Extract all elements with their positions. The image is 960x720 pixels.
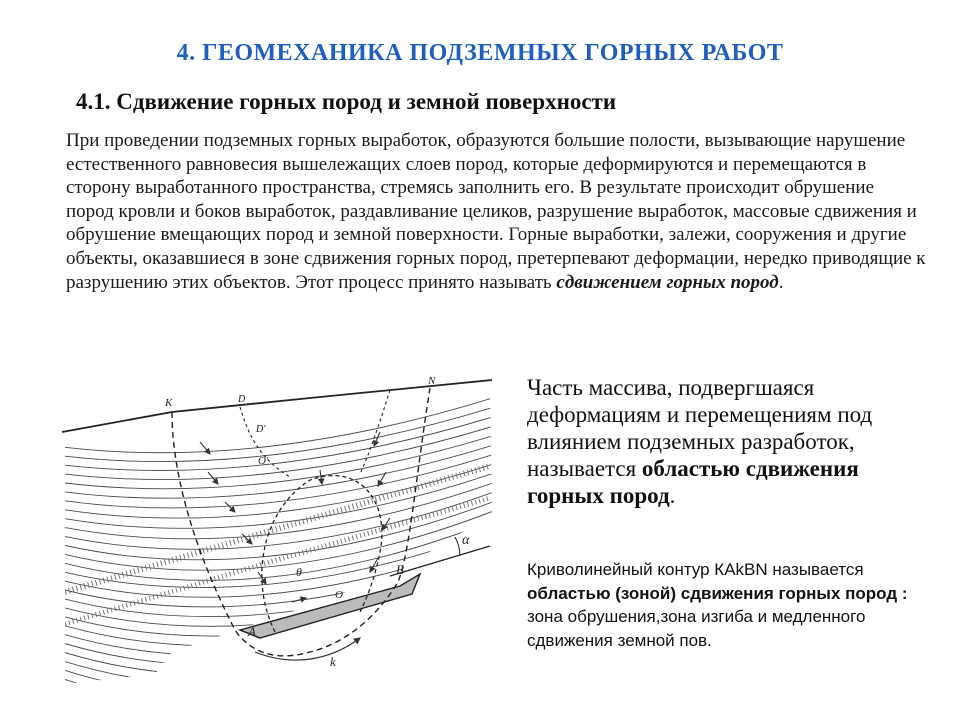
stratum-line	[65, 663, 492, 684]
label-d: D	[238, 394, 246, 405]
stratum-line	[65, 512, 492, 571]
label-o: O	[335, 589, 343, 601]
ground-surface	[62, 380, 492, 432]
label-k-lower: k	[330, 654, 336, 669]
label-theta: θ	[296, 565, 302, 579]
stratum-line	[65, 417, 492, 470]
subsidence-diagram-svg	[60, 362, 492, 684]
label-n: N	[428, 375, 436, 387]
stratum-line	[65, 568, 492, 626]
stratum-line	[65, 531, 492, 588]
rock-strata	[65, 398, 492, 684]
stratum-line	[65, 502, 492, 560]
label-a: A	[248, 624, 256, 639]
contour-note	[527, 558, 927, 652]
label-o-prime: O'	[258, 455, 269, 467]
sand-layers	[65, 466, 490, 624]
note-body: Криволинейный контур КАkBN называется	[527, 560, 864, 579]
label-alpha: α	[462, 533, 470, 548]
definition-term: областью сдвижения горных пород	[527, 456, 859, 508]
stratum-line	[65, 606, 492, 665]
intro-end: .	[778, 271, 784, 293]
stratum-line	[65, 559, 492, 617]
stratum-line	[65, 540, 492, 597]
section-subtitle: 4.1. Сдвижение горных пород и земной поверхности	[76, 89, 617, 114]
subsidence-diagram	[60, 362, 492, 684]
intro-paragraph	[66, 129, 926, 294]
note-term: областью (зоной) сдвижения горных пород :	[527, 583, 908, 603]
definition-body: Часть массива, подвергшаяся деформациям и перемещениям под влиянием подземных разработок, называется	[527, 375, 873, 481]
intro-emphasis: сдвижением горных пород	[556, 271, 779, 293]
stratum-line	[65, 625, 492, 684]
label-d-prime: D'	[256, 424, 266, 435]
stratum-line	[65, 672, 492, 684]
page-title: 4. ГЕОМЕХАНИКА ПОДЗЕМНЫХ ГОРНЫХ РАБОТ	[176, 40, 784, 66]
label-b: B	[396, 562, 404, 577]
definition-text	[527, 374, 927, 509]
note-end: зона обрушения,зона изгиба и медленного сдвижения земной пов.	[527, 607, 866, 650]
label-k-upper: К	[165, 397, 173, 409]
stratum-line	[65, 521, 492, 580]
definition-end: .	[669, 483, 676, 508]
stratum-line	[65, 549, 492, 607]
stratum-line	[65, 644, 492, 684]
ore-seam	[240, 574, 420, 638]
intro-text: При проведении подземных горных выработок, образуются большие полости, вызывающие нарушение естественного равновесия вышележащих слоев пород, которые деформируются и перемещаются в сторону выработанного пространства, стремясь заполнить его. В результате происходит обрушение пород кровли и боков выработок, раздавливание целиков, разрушение выработок, массовые сдвижения и обрушение вмещающих пород и земной поверхности. Горные выработки, залежи, сооружения и другие объекты, оказавшиеся в зоне сдвижения горных пород, претерпевают деформации, нередко приводящие к разрушению этих объектов. Этот процесс принято называть	[66, 130, 926, 293]
stratum-line	[65, 587, 492, 646]
